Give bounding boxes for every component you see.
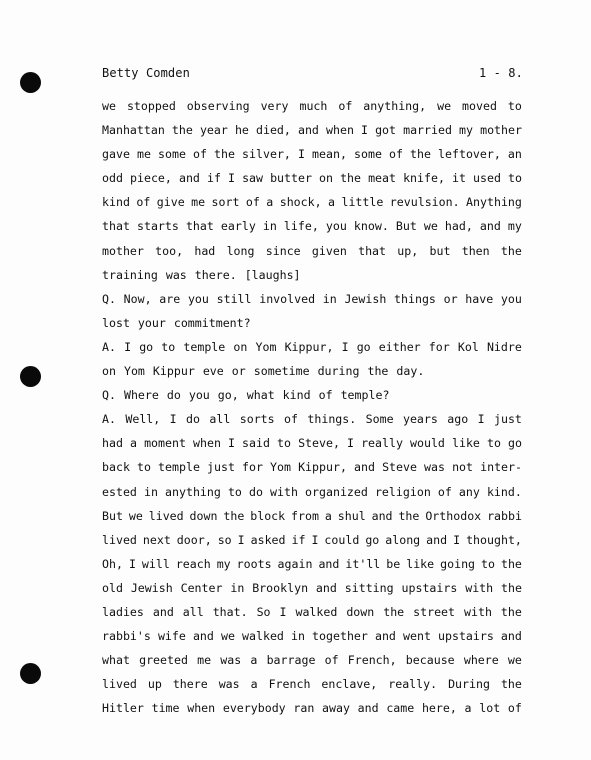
- text-line: what greeted me was a barrage of French, because where we: [102, 653, 522, 668]
- text-line: Q. Now, are you still involved in Jewish things or have you: [102, 291, 522, 306]
- text-line: ested in anything to do with organized religion of any kind.: [102, 484, 522, 499]
- text-line: that starts that early in life, you know. But we had, and my: [102, 219, 522, 234]
- punch-hole-top: [20, 72, 41, 93]
- punch-hole-middle: [20, 366, 41, 387]
- text-line: Oh, I will reach my roots again and it'll be like going to the: [102, 556, 522, 571]
- text-line: lost your commitment?: [102, 315, 251, 330]
- text-line: old Jewish Center in Brooklyn and sitting upstairs with the: [102, 580, 522, 595]
- text-line: lived next door, so I asked if I could go along and I thought,: [102, 532, 522, 547]
- punch-hole-bottom: [20, 663, 41, 684]
- text-line: But we lived down the block from a shul and the Orthodox rabbi: [102, 508, 522, 523]
- header-name: Betty Comden: [102, 66, 190, 80]
- text-line: ladies and all that. So I walked down the street with the: [102, 604, 522, 619]
- text-line: training was there. [laughs]: [102, 267, 301, 282]
- text-line: on Yom Kippur eve or sometime during the day.: [102, 364, 425, 379]
- text-line: Q. Where do you go, what kind of temple?: [102, 388, 390, 403]
- text-line: had a moment when I said to Steve, I really would like to go: [102, 436, 522, 451]
- text-line: A. I go to temple on Yom Kippur, I go either for Kol Nidre: [102, 339, 522, 354]
- text-line: we stopped observing very much of anything, we moved to: [102, 99, 522, 113]
- transcript-body: [102, 94, 522, 720]
- text-line: mother too, had long since given that up, but then the: [102, 243, 522, 258]
- text-line: gave me some of the silver, I mean, some of the leftover, an: [102, 147, 522, 162]
- text-line: Manhattan the year he died, and when I got married my mother: [102, 123, 522, 138]
- text-line: rabbi's wife and we walked in together and went upstairs and: [102, 629, 522, 644]
- text-line: kind of give me sort of a shock, a little revulsion. Anything: [102, 195, 522, 210]
- text-line: odd piece, and if I saw butter on the meat knife, it used to: [102, 171, 522, 186]
- text-line: A. Well, I do all sorts of things. Some years ago I just: [102, 412, 522, 427]
- text-line: lived up there was a French enclave, really. During the: [102, 677, 522, 692]
- text-line: back to temple just for Yom Kippur, and Steve was not inter-: [102, 460, 522, 475]
- page-number: 1 - 8.: [479, 66, 523, 80]
- text-line: Hitler time when everybody ran away and came here, a lot of: [102, 701, 522, 716]
